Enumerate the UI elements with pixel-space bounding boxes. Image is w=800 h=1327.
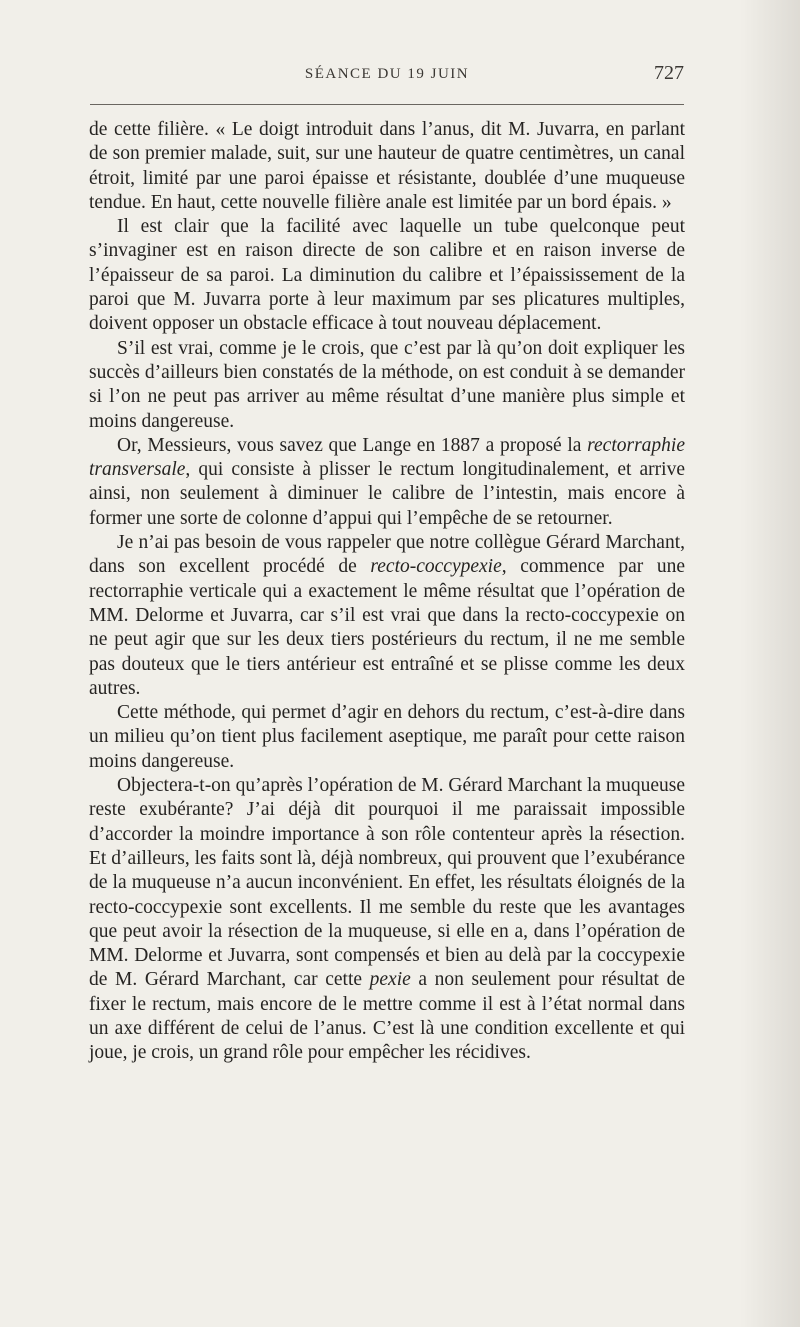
paragraph (89, 337, 685, 434)
text-run: Or, Messieurs, vous savez que Lange en 1887 a proposé la (117, 434, 588, 456)
page-edge-shadow (740, 0, 800, 1327)
body-text (89, 118, 685, 1066)
paragraph (89, 701, 685, 774)
text-run: Je n’ai pas besoin de vous rappeler que notre collègue Gérard Marchant, dans son excellent procédé de (89, 532, 685, 578)
text-run: Cette méthode, qui permet d’agir en dehors du rectum, c’est-à-dire dans un milieu qu’on tient plus facilement aseptique, me paraît pour cette raison moins dangereuse. (89, 702, 685, 772)
paragraph (89, 118, 685, 215)
text-run: , commence par une rectorraphie verticale qui a exactement le même résultat que l’opération de MM. Delorme et Juvarra, car s’il est vrai que dans la recto-coccypexie on ne peut agir que sur les deux tiers postérieurs du rectum, il ne me semble pas douteux que le tiers antérieur est entraîné et se plisse comme les deux autres. (89, 556, 685, 699)
paragraph (89, 774, 685, 1066)
italic-term: pexie (369, 969, 411, 991)
page-number: 727 (654, 62, 684, 84)
text-run: S’il est vrai, comme je le crois, que c’est par là qu’on doit expliquer les succès d’ailleurs bien constatés de la méthode, on est conduit à se demander si l’on ne peut pas arriver au même résultat d’une manière plus simple et moins dangereuse. (89, 337, 685, 432)
running-title: SÉANCE DU 19 JUIN (304, 66, 470, 82)
italic-term: rectorraphie transversale (89, 434, 685, 481)
paragraph (89, 215, 685, 336)
text-run: a non seulement pour résultat de fixer le rectum, mais encore de le mettre comme il est à l’état normal dans un axe différent de celui de l’anus. C’est là une condition excellente et qui joue, je crois, un grand rôle pour empêcher les récidives. (89, 969, 685, 1064)
text-run: , qui consiste à plisser le rectum longitudinalement, et arrive ainsi, non seulement à diminuer le calibre de l’intestin, mais encore à former une sorte de colonne d’appui qui l’empêche de se retourner. (89, 459, 685, 529)
paragraph (89, 531, 685, 701)
italic-term: recto-coccypexie (370, 556, 502, 578)
text-run: Il est clair que la facilité avec laquelle un tube quelconque peut s’invaginer est en raison directe de son calibre et en raison inverse de l’épaisseur de sa paroi. La diminution du calibre et l’épaississement de la paroi que M. Juvarra porte à leur maximum par ses plicatures multiples, doivent opposer un obstacle efficace à tout nouveau déplacement. (89, 216, 685, 335)
text-run: de cette filière. « Le doigt introduit dans l’anus, dit M. Juvarra, en parlant de son premier malade, suit, sur une hauteur de quatre centimètres, un canal étroit, limité par une paroi épaisse et résistante, doublée d’une muqueuse tendue. En haut, cette nouvelle filière anale est limitée par un bord épais. » (89, 119, 685, 213)
header-rule (90, 104, 684, 105)
text-run: Objectera-t-on qu’après l’opération de M. Gérard Marchant la muqueuse reste exubérante? J’ai déjà dit pourquoi il me paraissait impossible d’accorder la moindre importance à son rôle contenteur après la résection. Et d’ailleurs, les faits sont là, déjà nombreux, qui prouvent que l’exubérance de la muqueuse n’a aucun inconvénient. En effet, les résultats éloignés de la recto-coccypexie sont excellents. Il me semble du reste que les avantages que peut avoir la résection de la muqueuse, si elle en a, dans l’opération de MM. Delorme et Juvarra, sont compensés et bien au delà par la coccypexie de M. Gérard Marchant, car cette (89, 775, 685, 991)
running-head (90, 62, 684, 92)
paragraph (89, 434, 685, 531)
